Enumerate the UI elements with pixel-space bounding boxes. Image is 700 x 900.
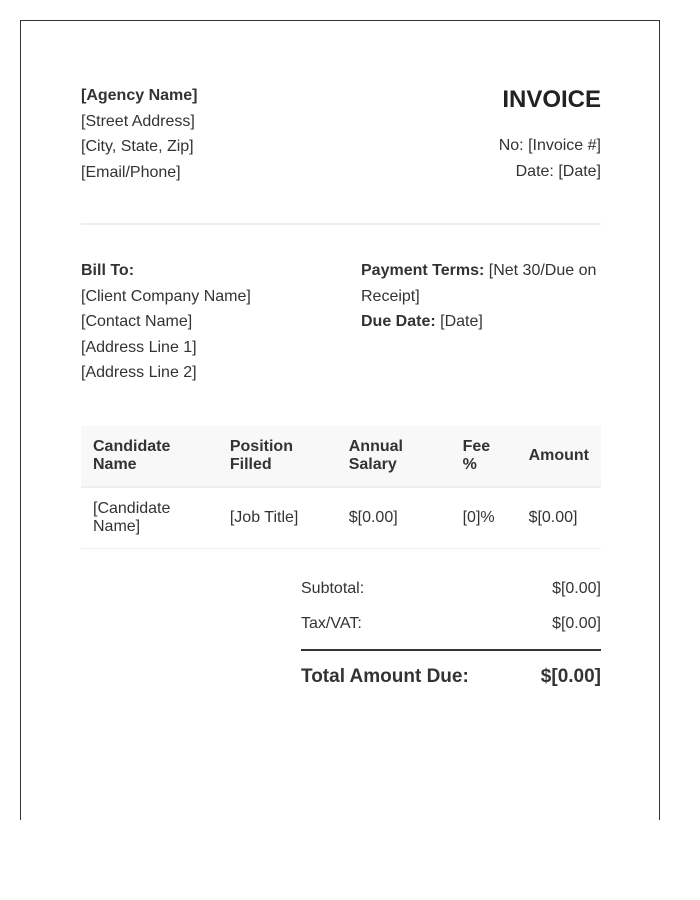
line-items-table <box>81 426 601 549</box>
subtotal-label: Subtotal: <box>301 579 365 597</box>
cell-candidate-line1: [Candidate <box>93 499 171 517</box>
invoice-content <box>81 83 601 689</box>
payment-terms-label: Payment Terms: <box>361 262 485 279</box>
payment-terms-value: [Net 30/Due on <box>488 262 597 279</box>
invoice-number-value: [Invoice #] <box>528 137 601 154</box>
cell-salary: $[0.00] <box>337 487 451 549</box>
header-fee-percent <box>451 426 517 487</box>
agency-info <box>81 83 197 185</box>
total-due-value: $[0.00] <box>540 665 601 687</box>
header-fee-line1: Fee <box>462 437 491 455</box>
cell-fee: [0]% <box>451 487 517 549</box>
cell-candidate-line2: Name] <box>93 517 141 535</box>
header-amount-line1: Amount <box>528 446 589 464</box>
bill-to <box>81 258 361 386</box>
invoice-date <box>499 159 601 185</box>
invoice-header <box>81 83 601 225</box>
payment-terms <box>361 258 601 386</box>
header-position-filled <box>218 426 337 487</box>
tax-row <box>301 614 601 634</box>
total-due-row <box>301 649 601 689</box>
cell-candidate-name <box>81 487 218 549</box>
due-date-value: [Date] <box>440 313 483 331</box>
cell-position: [Job Title] <box>218 487 337 549</box>
agency-city: [City, State, Zip] <box>81 138 194 156</box>
totals-section <box>301 579 601 689</box>
invoice-date-label: Date: <box>515 163 554 180</box>
tax-value: $[0.00] <box>552 614 601 632</box>
cell-amount: $[0.00] <box>517 487 601 549</box>
header-candidate-name <box>81 426 218 487</box>
invoice-date-value: [Date] <box>558 163 601 180</box>
header-salary-line2: Salary <box>348 455 397 473</box>
header-annual-salary <box>337 426 451 487</box>
header-position-line1: Position <box>229 437 293 455</box>
client-address-2: [Address Line 2] <box>81 364 197 382</box>
bill-to-label: Bill To: <box>81 262 135 279</box>
total-due-label: Total Amount Due: <box>301 665 469 687</box>
header-position-line2: Filled <box>229 455 272 473</box>
due-date-line <box>361 309 601 335</box>
header-salary-line1: Annual <box>348 437 403 455</box>
payment-terms-value-cont: Receipt] <box>361 287 420 305</box>
header-candidate-line1: Candidate <box>93 437 171 455</box>
agency-name: [Agency Name] <box>81 87 198 104</box>
agency-street: [Street Address] <box>81 112 195 130</box>
invoice-title: INVOICE <box>502 86 601 113</box>
parties-section <box>81 258 601 386</box>
header-amount <box>517 426 601 487</box>
invoice-number <box>499 133 601 159</box>
header-fee-line2: % <box>462 455 477 473</box>
subtotal-value: $[0.00] <box>552 579 601 597</box>
invoice-number-label: No: <box>498 137 524 154</box>
payment-terms-line <box>361 258 601 284</box>
due-date-label: Due Date: <box>361 313 436 331</box>
client-address-1: [Address Line 1] <box>81 338 197 356</box>
table-header-row <box>81 426 601 487</box>
agency-contact: [Email/Phone] <box>81 163 181 181</box>
invoice-page <box>20 20 660 820</box>
invoice-meta <box>499 83 601 185</box>
tax-label: Tax/VAT: <box>301 614 362 632</box>
client-contact: [Contact Name] <box>81 313 193 331</box>
subtotal-row <box>301 579 601 599</box>
table-row <box>81 487 601 549</box>
client-company: [Client Company Name] <box>81 287 251 305</box>
header-candidate-line2: Name <box>93 455 137 473</box>
